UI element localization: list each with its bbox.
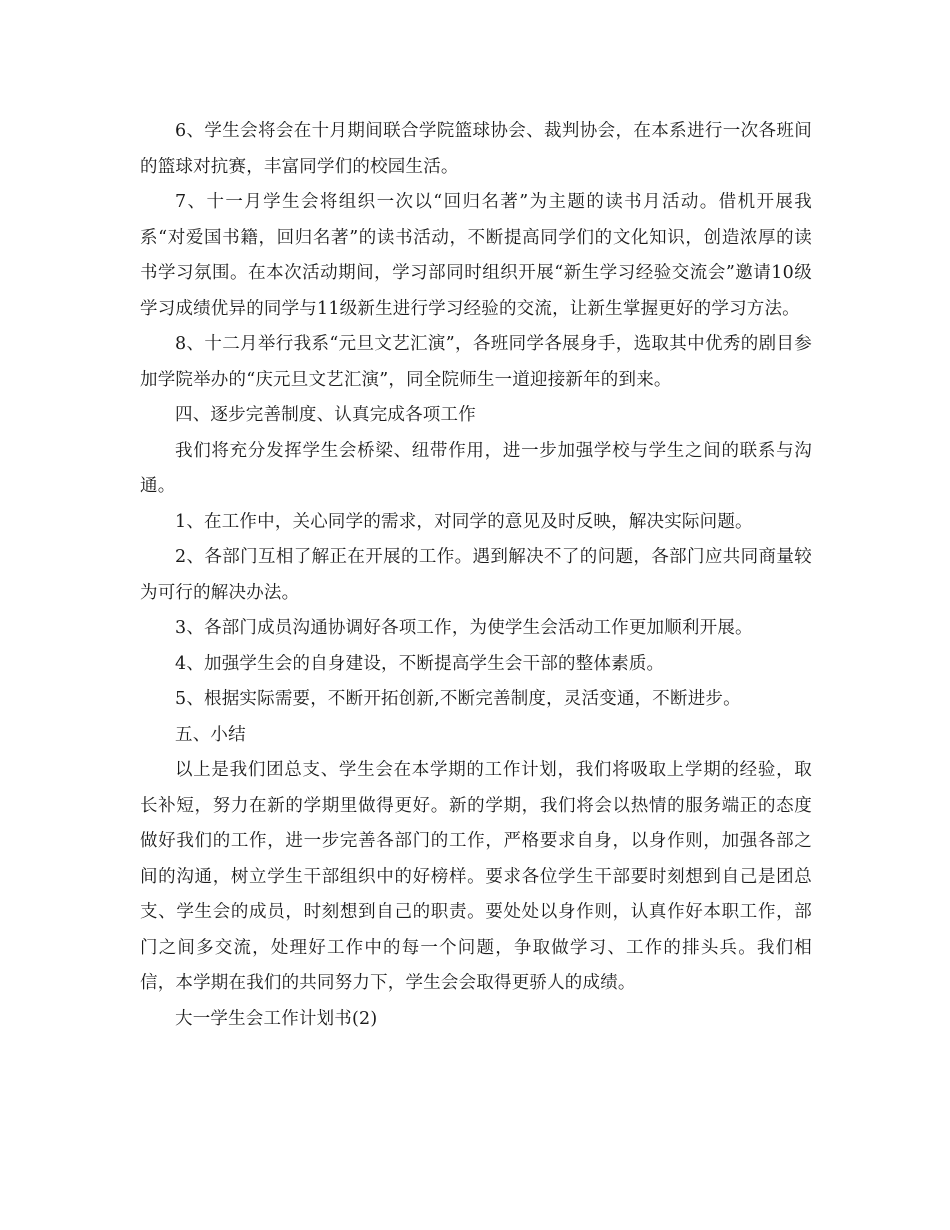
paragraph-list-item-4: 4、加强学生会的自身建设，不断提高学生会干部的整体素质。 [175,653,665,674]
paragraph-item-8-new-year-show: 8、十二月举行我系“元旦文艺汇演”，各班同学各展身手，选取其中优秀的剧目参加学院举办的“庆元旦文艺汇演”，同全院师生一道迎接新年的到来。 [140,334,812,390]
paragraph-item-6-basketball: 6、学生会将会在十月期间联合学院篮球协会、裁判协会，在本系进行一次各班间的篮球对抗赛，丰富同学们的校园生活。 [140,121,812,177]
section-heading-5: 五、小结 [175,724,246,745]
paragraph-summary: 以上是我们团总支、学生会在本学期的工作计划，我们将吸取上学期的经验，取长补短，努力在新的学期里做得更好。新的学期，我们将会以热情的服务端正的态度做好我们的工作，进一步完善各部门的工作，严格要求自身，以身作则，加强各部之间的沟通，树立学生干部组织中的好榜样。要求各位学生干部要时刻想到自己是团总支、学生会的成员，时刻想到自己的职责。要处处以身作则，认真作好本职工作，部门之间多交流，处理好工作中的每一个问题，争取做学习、工作的排头兵。我们相信，本学期在我们的共同努力下，学生会会取得更骄人的成绩。 [140,760,812,993]
paragraph-list-item-5: 5、根据实际需要，不断开拓创新,不断完善制度，灵活变通，不断进步。 [175,689,741,709]
paragraph-list-item-1: 1、在工作中，关心同学的需求，对同学的意见及时反映，解决实际问题。 [175,511,753,532]
document-body [140,114,812,1037]
paragraph-section-4-intro: 我们将充分发挥学生会桥梁、纽带作用，进一步加强学校与学生之间的联系与沟通。 [140,440,812,496]
document-subtitle: 大一学生会工作计划书(2) [175,1008,378,1029]
paragraph-item-7-reading-month: 7、十一月学生会将组织一次以“回归名著”为主题的读书月活动。借机开展我系“对爱国书籍，回归名著”的读书活动，不断提高同学们的文化知识，创造浓厚的读书学习氛围。在本次活动期间，学习部同时组织开展“新生学习经验交流会”邀请10级学习成绩优异的同学与11级新生进行学习经验的交流，让新生掌握更好的学习方法。 [140,192,812,319]
section-heading-4: 四、逐步完善制度、认真完成各项工作 [175,405,476,425]
paragraph-list-item-3: 3、各部门成员沟通协调好各项工作，为使学生会活动工作更加顺利开展。 [175,618,753,638]
paragraph-list-item-2: 2、各部门互相了解正在开展的工作。遇到解决不了的问题，各部门应共同商量较为可行的解决办法。 [140,547,812,603]
